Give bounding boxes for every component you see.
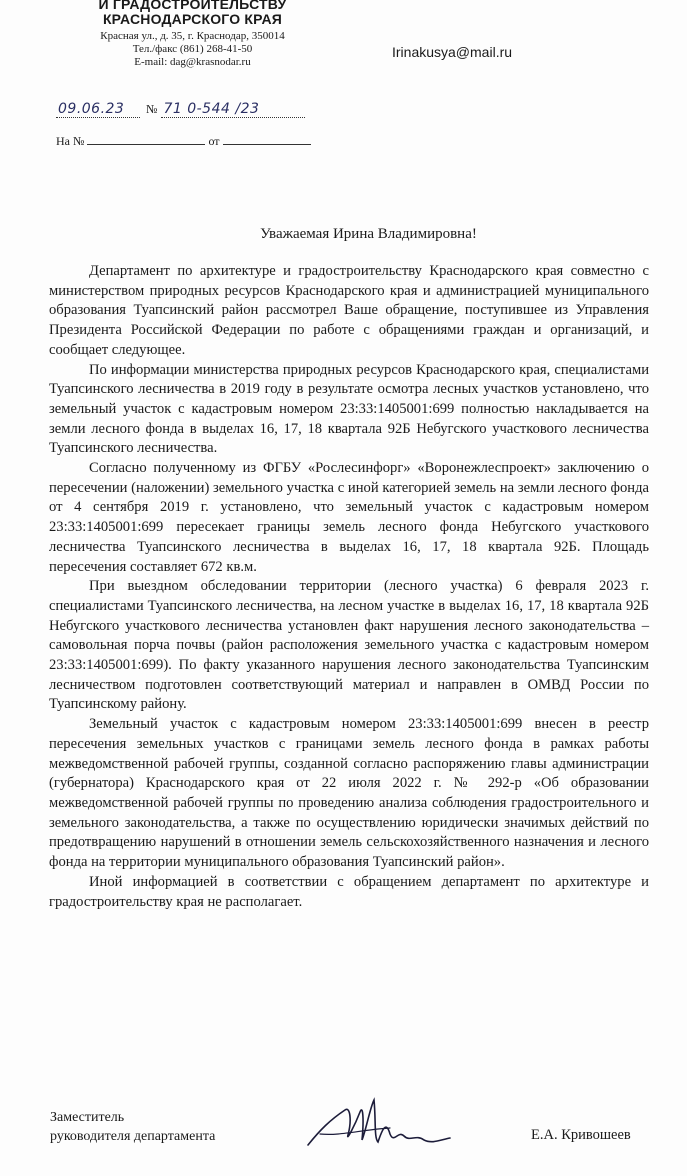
paragraph-4: При выездном обследовании территории (лесного участка) 6 февраля 2023 г. специалистами Туапсинского лесничества, на лесном участке в выделах 16, 17, 18 квартала 92Б Небугского участкового лесничества установлен факт нарушения лесного законодательства – самовольная порча почвы (район расположения земельного участка с кадастровым номером 23:33:1405001:699). По факту указанного нарушения лесного законодательства Туапсинским лесничеством подготовлен соответствующий материал и направлен в ОМВД России по Туапсинскому району.: [49, 578, 649, 713]
signer-title-line1: Заместитель: [50, 1110, 125, 1125]
letterhead: [40, 0, 345, 69]
reference-ot-label: от: [208, 134, 220, 148]
greeting: Уважаемая Ирина Владимировна!: [260, 226, 477, 242]
paragraph-2: По информации министерства природных ресурсов Краснодарского края, специалистами Туапсинского лесничества в 2019 году в результате осмотра лесных участков установлено, что земельный участок с кадастровым номером 23:33:1405001:699 полностью накладывается на земли лесного фонда в выделах 16, 17, 18 квартала 92Б Небугского участкового лесничества Туапсинского лесничества.: [49, 361, 649, 457]
signature-title: [50, 1108, 215, 1146]
registration-date: 09.06.23: [56, 101, 140, 118]
org-email: E-mail: dag@krasnodar.ru: [134, 56, 251, 68]
registration-number: 71 0-544 /23: [161, 101, 305, 118]
org-phone: Тел./факс (861) 268-41-50: [132, 43, 253, 55]
signer-name: Е.А. Кривошеев: [531, 1127, 631, 1143]
handwritten-signature: [300, 1090, 460, 1160]
reference-na-label: На №: [56, 134, 85, 148]
org-name-line2: КРАСНОДАРСКОГО КРАЯ: [102, 11, 283, 27]
reference-line: [56, 134, 311, 149]
letterhead-contacts: [40, 30, 345, 69]
signer-title-line2: руководителя департамента: [50, 1129, 216, 1144]
reference-number-blank: [87, 134, 205, 145]
org-address: Красная ул., д. 35, г. Краснодар, 350014: [100, 30, 285, 42]
recipient-email: Irinakusya@mail.ru: [392, 44, 513, 60]
paragraph-3: Согласно полученному из ФГБУ «Рослесинфорг» «Воронежлеспроект» заключению о пересечении (наложении) земельного участка с иной категорией земель на земли лесного фонда от 4 сентября 2019 г. установлено, что земельный участок с кадастровым номером 23:33:1405001:699 пересекает границы земель лесного фонда Небугского участкового лесничества Туапсинского лесничества в выделах 16, 17, 18 квартала 92Б. Площадь пересечения составляет 672 кв.м.: [49, 460, 649, 575]
paragraph-5: Земельный участок с кадастровым номером 23:33:1405001:699 внесен в реестр пересечения земельных участков с границами земель лесного фонда в рамках работы межведомственной рабочей группы, созданной согласно распоряжению главы администрации (губернатора) Краснодарского края от 22 июля 2022 г. № 292-р «Об образовании межведомственной рабочей группы по проведению анализа соблюдения градостроительного и земельного законодательства, а также по осуществлению юридически значимых действий по предотвращению нарушений в отношении земель сельскохозяйственного назначения и лесного фонда на территории муниципального образования Туапсинский район».: [49, 716, 649, 871]
paragraph-1: Департамент по архитектуре и градостроительству Краснодарского края совместно с министерством природных ресурсов Краснодарского края и администрацией муниципального образования Туапсинский район рассмотрел Ваше обращение, поступившее из Управления Президента Российской Федерации по работе с обращениями граждан и организаций, и сообщает следующее.: [49, 263, 649, 358]
org-name-line1: И ГРАДОСТРОИТЕЛЬСТВУ: [98, 0, 287, 12]
registration-no-label: №: [146, 102, 158, 116]
paragraph-6: Иной информацией в соответствии с обращением департамент по архитектуре и градостроительству края не располагает.: [49, 873, 649, 910]
registration-line: [56, 101, 305, 118]
reference-date-blank: [223, 134, 311, 145]
letter-body: [49, 262, 649, 912]
